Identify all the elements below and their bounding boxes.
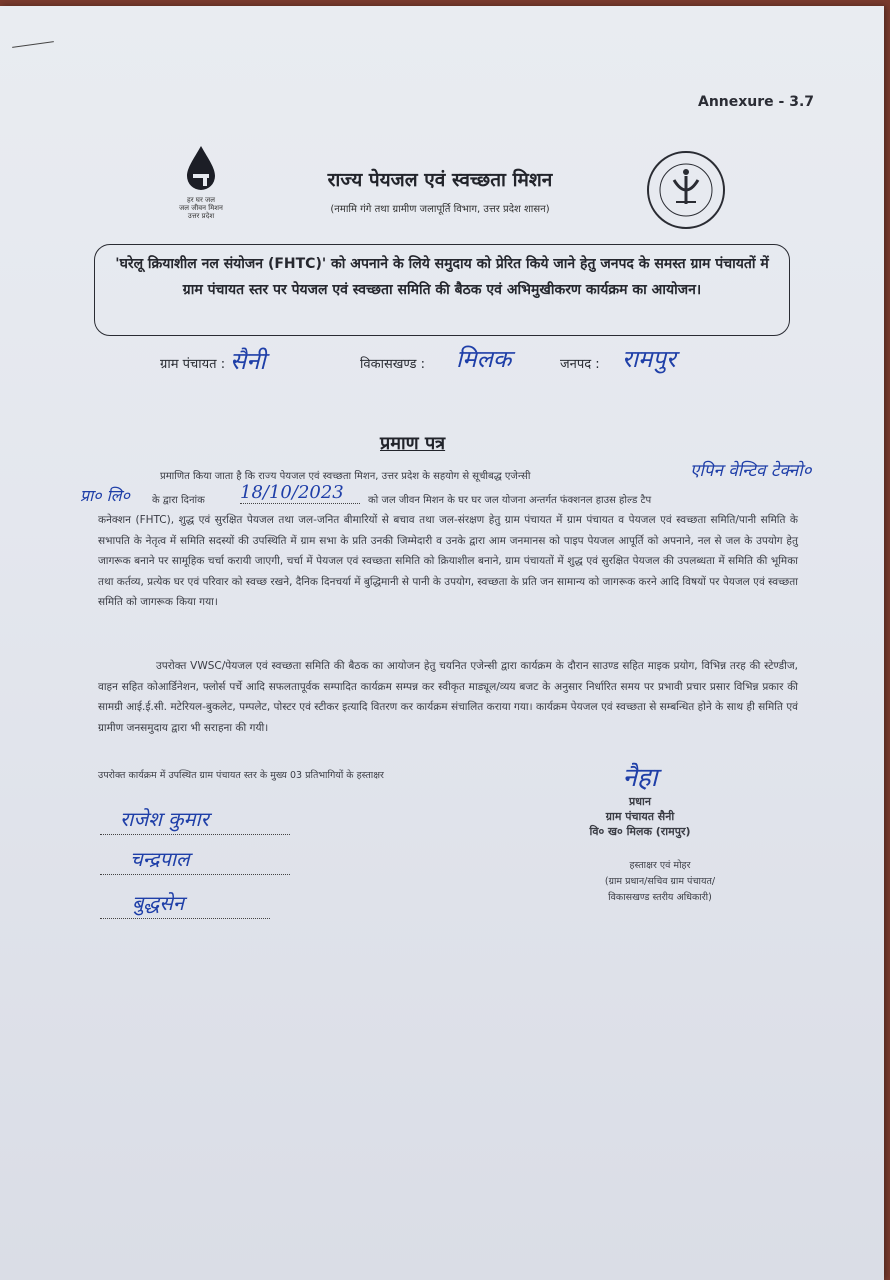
water-drop-icon [181, 144, 221, 192]
pradhan-signature: नैहा [622, 763, 658, 793]
body-paragraph-2 [98, 656, 798, 738]
jal-jeevan-mission-logo [160, 144, 242, 220]
pen-scribble [12, 41, 54, 48]
up-government-emblem [644, 148, 728, 232]
gram-panchayat-value: सैनी [230, 347, 266, 375]
emblem-seal-icon [644, 148, 728, 232]
agency-prefix-handwritten: प्रा० लि० [80, 486, 130, 505]
signer-1-signature: राजेश कुमार [120, 807, 209, 831]
signer-3-line [100, 890, 270, 919]
gram-panchayat-label: ग्राम पंचायत : [160, 357, 226, 372]
signers-label: उपरोक्त कार्यक्रम में उपस्थित ग्राम पंचायत स्तर के मुख्य 03 प्रतिभागियों के हस्ताक्षर [98, 770, 384, 781]
signer-3-signature: बुद्धसेन [132, 891, 185, 915]
program-title-box: 'घरेलू क्रियाशील नल संयोजन (FHTC)' को अपनाने के लिये समुदाय को प्रेरित किये जाने हेतु जनपद के समस्त ग्राम पंचायतों में ग्राम पंचायत स्तर पर पेयजल एवं स्वच्छता समिति की बैठक एवं अभिमुखीकरण कार्यक्रम का आयोजन। [94, 244, 790, 336]
org-subtitle: (नमामि गंगे तथा ग्रामीण जलापूर्ति विभाग, उत्तर प्रदेश शासन) [330, 204, 550, 215]
org-title: राज्य पेयजल एवं स्वच्छता मिशन [327, 169, 553, 191]
vikaskhand-value: मिलक [456, 345, 512, 373]
signer-2-line [100, 846, 290, 875]
pradhan-line-1: ग्राम पंचायत सैनी [605, 810, 675, 823]
body-line-1: प्रमाणित किया जाता है कि राज्य पेयजल एवं स्वच्छता मिशन, उत्तर प्रदेश के सहयोग से सूचीबद्ध एजेन्सी [160, 471, 531, 482]
body-line-2: को जल जीवन मिशन के घर घर जल योजना अन्तर्गत फंक्शनल हाउस होल्ड टैप [368, 495, 652, 506]
document-page [0, 6, 884, 1280]
janpad-value: रामपुर [622, 345, 676, 373]
date-label: के द्वारा दिनांक [152, 495, 205, 506]
pradhan-title: प्रधान [629, 795, 651, 808]
vikaskhand-label: विकासखण्ड : [360, 357, 426, 372]
annexure-label: Annexure - 3.7 [698, 94, 815, 110]
signer-1-line [100, 806, 290, 835]
body-paragraph-1 [98, 510, 798, 625]
pradhan-line-2: वि० ख० मिलक (रामपुर) [589, 825, 691, 838]
certificate-title: प्रमाण पत्र [380, 433, 446, 454]
seal-line-1: हस्ताक्षर एवं मोहर [629, 860, 691, 871]
seal-line-2: (ग्राम प्रधान/सचिव ग्राम पंचायत/ [604, 876, 716, 887]
janpad-label: जनपद : [560, 357, 600, 372]
para2-text: उपरोक्त VWSC/पेयजल एवं स्वच्छता समिति की बैठक का आयोजन हेतु चयनित एजेन्सी द्वारा कार्यक्रम के दौरान साउण्ड सहित माइक प्रयोग, विभिन्न तरह की स्टेण्डीज, वाहन सहित कोआर्डिनेशन, फ्लोर्स पर्चे आदि सफलतापूर्वक सम्पादित कार्यक्रम सम्पन्न कर स्वीकृत माड्यूल/व्यय बजट के अनुसार निर्धारित समय पर प्रभावी प्रचार प्रसार विभिन्न प्रकार की सामग्री आई.ई.सी. मटेरियल-बुकलेट, पम्पलेट, पोस्टर एवं स्टीकर इत्यादि वितरण कर कार्यक्रम संचालित कराया गया। कार्यक्रम पेयजल एवं स्वच्छता से सम्बन्धित होने के साथ ही समिति एवं ग्रामीण जनसमुदाय द्वारा भी सराहना की गयी। [98, 660, 798, 734]
agency-name-handwritten: एपिन वेन्टिव टेक्नो० [690, 461, 812, 481]
pradhan-signature-block [540, 758, 740, 839]
para1-text: कनेक्शन (FHTC), शुद्ध एवं सुरक्षित पेयजल तथा जल-जनित बीमारियों से बचाव तथा जल-संरक्षण हेतु ग्राम पंचायत में ग्राम पंचायत व पेयजल एवं स्वच्छता समिति/पानी समिति के सभापति के नेतृत्व में समिति सदस्यों की उपस्थिति में ग्राम सभा के प्रति उनकी जिम्मेदारी व उनके द्वारा आम जनमानस को पाइप पेयजल आपूर्ति को अपनाने, नल से जल के उपयोग हेतु जागरूक बनाने पर सामूहिक चर्चा करायी जाएगी, चर्चा में पेयजल एवं स्वच्छता समिति को क्रियाशील बनाने, ग्राम पंचायतों में शुद्ध एवं सुरक्षित पेयजल की उपलब्धता में समिति की भूमिका तथा कर्तव्य, प्रत्येक घर एवं परिवार को स्वच्छ रखने, दैनिक दिनचर्या में बुद्धिमानी से पानी के उपयोग, स्वच्छता के प्रति जन सामान्य को जागरूक करने आदि विषयों पर पेयजल एवं स्वच्छता समिति को जागरूक किया गया। [98, 514, 798, 608]
logo-tagline: हर घर जल जल जीवन मिशन उत्तर प्रदेश [179, 196, 223, 220]
seal-block [560, 858, 760, 906]
location-fields [160, 346, 760, 386]
signer-2-signature: चन्द्रपाल [130, 847, 190, 871]
seal-line-3: विकासखण्ड स्तरीय अधिकारी) [608, 892, 712, 903]
date-handwritten: 18/10/2023 [240, 482, 360, 504]
